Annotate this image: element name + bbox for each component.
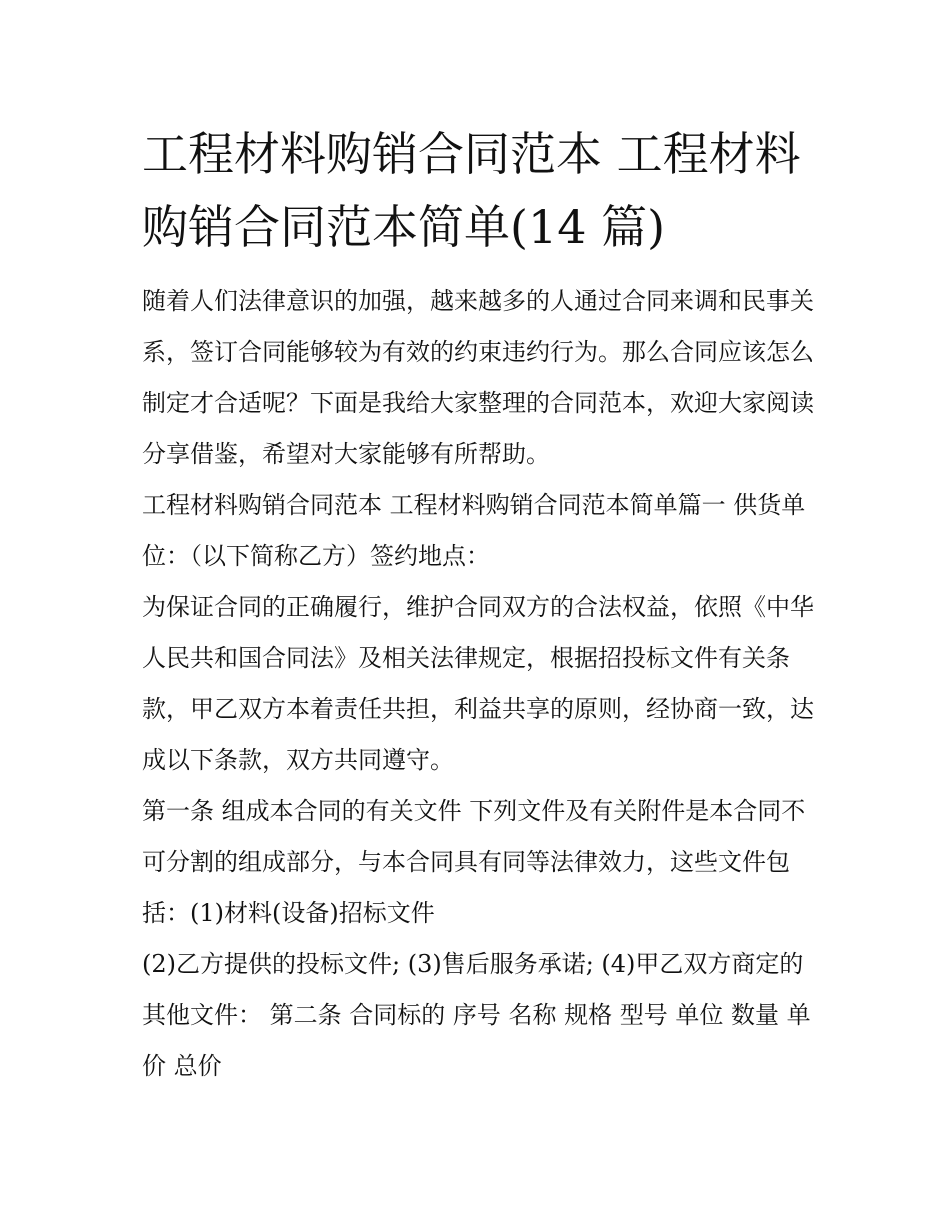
- paragraph-supplier: 工程材料购销合同范本 工程材料购销合同范本简单篇一 供货单位：（以下简称乙方）签约地点：: [142, 491, 806, 570]
- paragraph-purpose: 为保证合同的正确履行，维护合同双方的合法权益，依照《中华人民共和国合同法》及相关法律规定，根据招投标文件有关条款，甲乙双方本着责任共担，利益共享的原则，经协商一致，达成以下条款，双方共同遵守。: [142, 593, 814, 774]
- document-title: 工程材料购销合同范本 工程材料购销合同范本简单(14 篇): [142, 127, 801, 254]
- paragraph-article-one: 第一条 组成本合同的有关文件 下列文件及有关附件是本合同不可分割的组成部分，与本合同具有同等法律效力，这些文件包括：(1)材料(设备)招标文件: [142, 797, 806, 927]
- document-page: [142, 118, 822, 1092]
- paragraph-intro: 随着人们法律意识的加强，越来越多的人通过合同来调和民事关系，签订合同能够较为有效的约束违约行为。那么合同应该怎么制定才合适呢？下面是我给大家整理的合同范本，欢迎大家阅读分享借鉴，希望对大家能够有所帮助。: [142, 287, 814, 468]
- paragraph-article-two: (2)乙方提供的投标文件; (3)售后服务承诺; (4)甲乙双方商定的其他文件： 第二条 合同标的 序号 名称 规格 型号 单位 数量 单价 总价: [142, 950, 811, 1080]
